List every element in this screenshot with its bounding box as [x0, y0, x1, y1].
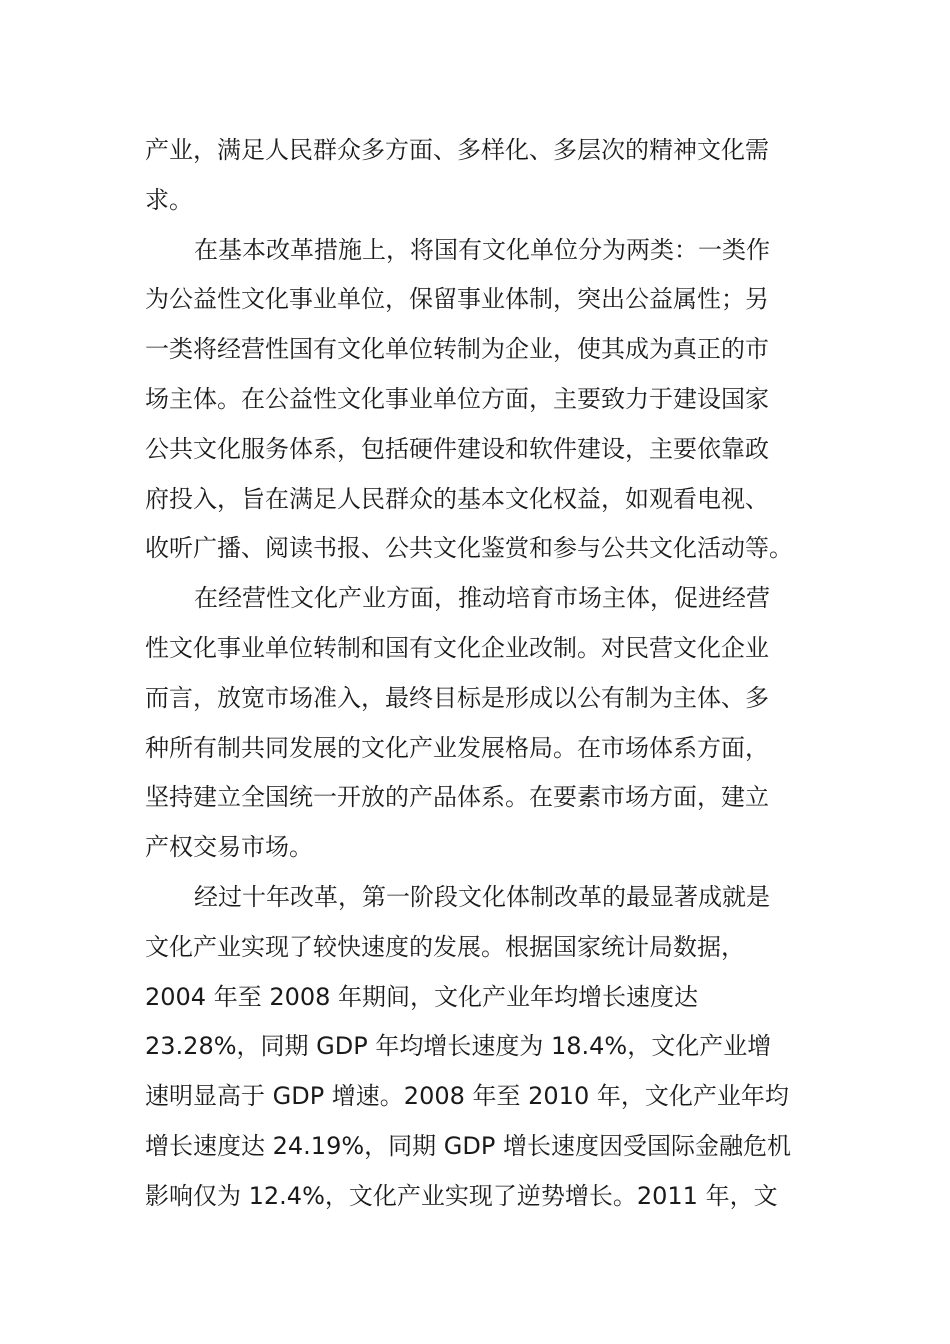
text-line: 影响仅为 12.4%，文化产业实现了逆势增长。2011 年，文: [145, 1181, 778, 1210]
paragraph: [145, 226, 810, 575]
body-text: [145, 126, 810, 1222]
paragraph: [145, 873, 810, 1222]
text-line: 而言，放宽市场准入，最终目标是形成以公有制为主体、多: [145, 683, 769, 712]
text-line: 经过十年改革，第一阶段文化体制改革的最显著成就是: [194, 882, 770, 911]
text-line: 坚持建立全国统一开放的产品体系。在要素市场方面，建立: [145, 783, 769, 812]
text-line: 为公益性文化事业单位，保留事业体制，突出公益属性；另: [145, 285, 769, 314]
text-line: 性文化事业单位转制和国有文化企业改制。对民营文化企业: [145, 633, 769, 662]
paragraph: [145, 126, 810, 226]
text-line: 一类将经营性国有文化单位转制为企业，使其成为真正的市: [145, 335, 769, 364]
text-line: 在基本改革措施上，将国有文化单位分为两类：一类作: [194, 235, 770, 264]
paragraph: [145, 574, 810, 873]
text-line: 收听广播、阅读书报、公共文化鉴赏和参与公共文化活动等。: [145, 534, 793, 563]
text-line: 公共文化服务体系，包括硬件建设和软件建设，主要依靠政: [145, 434, 769, 463]
text-line: 增长速度达 24.19%，同期 GDP 增长速度因受国际金融危机: [145, 1131, 791, 1160]
text-line: 速明显高于 GDP 增速。2008 年至 2010 年，文化产业年均: [145, 1082, 789, 1111]
text-line: 府投入，旨在满足人民群众的基本文化权益，如观看电视、: [145, 484, 769, 513]
text-line: 场主体。在公益性文化事业单位方面，主要致力于建设国家: [145, 384, 769, 413]
text-line: 在经营性文化产业方面，推动培育市场主体，促进经营: [194, 584, 770, 613]
text-line: 种所有制共同发展的文化产业发展格局。在市场体系方面，: [145, 733, 769, 762]
text-line: 23.28%，同期 GDP 年均增长速度为 18.4%，文化产业增: [145, 1032, 772, 1061]
text-line: 2004 年至 2008 年期间，文化产业年均增长速度达: [145, 982, 699, 1011]
text-line: 文化产业实现了较快速度的发展。根据国家统计局数据，: [145, 932, 745, 961]
text-line: 求。: [145, 185, 193, 214]
text-line: 产业，满足人民群众多方面、多样化、多层次的精神文化需: [145, 136, 769, 164]
text-line: 产权交易市场。: [145, 833, 313, 862]
